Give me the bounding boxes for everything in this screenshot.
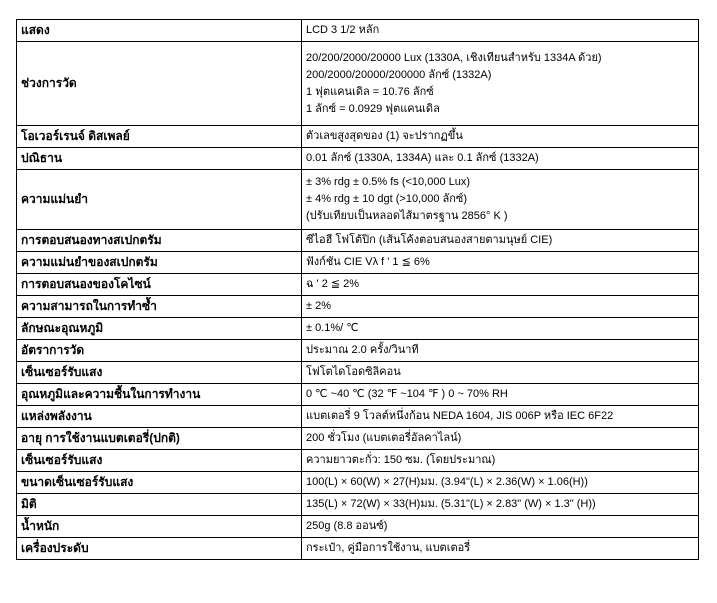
spec-value — [302, 450, 699, 472]
spec-value-line: 200/2000/20000/200000 ลักซ์ (1332A) — [306, 68, 492, 81]
spec-value-line: 0.01 ลักซ์ (1330A, 1334A) และ 0.1 ลักซ์ (1332A) — [306, 152, 539, 164]
spec-value — [302, 406, 699, 428]
spec-label: ขนาดเซ็นเซอร์รับแสง — [17, 472, 302, 494]
spec-label: ความสามารถในการทำซ้ำ — [17, 296, 302, 318]
spec-value-line: ตัวเลขสูงสุดของ (1) จะปรากฏขึ้น — [306, 130, 463, 142]
spec-label: อัตราการวัด — [17, 340, 302, 362]
spec-table-body — [17, 20, 699, 560]
spec-row — [17, 340, 699, 362]
spec-value — [302, 296, 699, 318]
spec-row — [17, 516, 699, 538]
spec-value — [302, 538, 699, 560]
spec-value — [302, 170, 699, 230]
spec-value-line: (ปรับเทียบเป็นหลอดไส้มาตรฐาน 2856° K ) — [306, 210, 508, 222]
spec-row — [17, 20, 699, 42]
spec-value — [302, 340, 699, 362]
spec-value-line: ± 2% — [306, 300, 331, 312]
spec-value-line: ประมาณ 2.0 ครั้ง/วินาที — [306, 344, 419, 356]
spec-value-line: แบตเตอรี่ 9 โวลต์หนึ่งก้อน NEDA 1604, JIS 006P หรือ IEC 6F22 — [306, 410, 614, 422]
spec-value — [302, 362, 699, 384]
spec-label: แสดง — [17, 20, 302, 42]
spec-row — [17, 274, 699, 296]
spec-value — [302, 384, 699, 406]
spec-row — [17, 538, 699, 560]
spec-value-line: 1 ฟุตแคนเดิล = 10.76 ลักซ์ — [306, 85, 434, 98]
spec-label: เซ็นเซอร์รับแสง — [17, 450, 302, 472]
spec-value-line: ฟังก์ชัน CIE Vλ f ' 1 ≦ 6% — [306, 256, 430, 268]
spec-row — [17, 384, 699, 406]
spec-label: การตอบสนองของโคไซน์ — [17, 274, 302, 296]
spec-row — [17, 472, 699, 494]
spec-value-line: 135(L) × 72(W) × 33(H)มม. (5.31"(L) × 2.83" (W) × 1.3" (H)) — [306, 498, 596, 510]
spec-table — [16, 19, 699, 560]
spec-value-line: ± 3% rdg ± 0.5% fs (<10,000 Lux) — [306, 176, 471, 188]
spec-value-line: ซีไอฮี โฟโต้ปิก (เส้นโค้งตอบสนองสายตามนุษย์ CIE) — [306, 234, 553, 246]
spec-value-line: 20/200/2000/20000 Lux (1330A, เชิงเทียนสำหรับ 1334A ด้วย) — [306, 51, 602, 64]
spec-label: น้ำหนัก — [17, 516, 302, 538]
spec-row — [17, 296, 699, 318]
spec-value — [302, 428, 699, 450]
spec-label: โอเวอร์เรนจ์ ดิสเพลย์ — [17, 126, 302, 148]
spec-label: ลักษณะอุณหภูมิ — [17, 318, 302, 340]
spec-label: ความแม่นยำ — [17, 170, 302, 230]
spec-label: ปณิธาน — [17, 148, 302, 170]
spec-value — [302, 252, 699, 274]
spec-value — [302, 274, 699, 296]
spec-label: แหล่งพลังงาน — [17, 406, 302, 428]
spec-row — [17, 428, 699, 450]
spec-value — [302, 494, 699, 516]
spec-label: เซ็นเซอร์รับแสง — [17, 362, 302, 384]
spec-value-line: กระเป๋า, คู่มือการใช้งาน, แบตเตอรี่ — [306, 542, 471, 554]
spec-row — [17, 494, 699, 516]
spec-value-line: ± 0.1%/ ℃ — [306, 322, 359, 334]
spec-label: อุณหภูมิและความชื้นในการทำงาน — [17, 384, 302, 406]
spec-value — [302, 516, 699, 538]
spec-row — [17, 362, 699, 384]
spec-value-line: ฉ ' 2 ≦ 2% — [306, 278, 360, 290]
spec-value — [302, 20, 699, 42]
spec-row — [17, 42, 699, 126]
spec-value-line: 1 ลักซ์ = 0.0929 ฟุตแคนเดิล — [306, 102, 440, 115]
spec-label: เครื่องประดับ — [17, 538, 302, 560]
spec-value-line: โฟโตไดโอดซิลิคอน — [306, 366, 401, 378]
spec-value — [302, 42, 699, 126]
spec-row — [17, 148, 699, 170]
spec-label: ช่วงการวัด — [17, 42, 302, 126]
spec-row — [17, 126, 699, 148]
spec-value-line: 0 ℃ ~40 ℃ (32 ℉ ~104 ℉ ) 0 ~ 70% RH — [306, 388, 508, 400]
spec-value-line: ความยาวตะกั่ว: 150 ซม. (โดยประมาณ) — [306, 454, 496, 466]
spec-value — [302, 318, 699, 340]
spec-row — [17, 406, 699, 428]
spec-row — [17, 252, 699, 274]
spec-label: อายุ การใช้งานแบตเตอรี่(ปกติ) — [17, 428, 302, 450]
spec-value-line: 100(L) × 60(W) × 27(H)มม. (3.94"(L) × 2.36(W) × 1.06(H)) — [306, 476, 588, 488]
spec-row — [17, 318, 699, 340]
spec-row — [17, 230, 699, 252]
spec-row — [17, 170, 699, 230]
spec-value — [302, 148, 699, 170]
spec-value — [302, 126, 699, 148]
spec-value-line: LCD 3 1/2 หลัก — [306, 24, 380, 36]
spec-value-line: ± 4% rdg ± 10 dgt (>10,000 ลักซ์) — [306, 193, 468, 205]
spec-label: มิติ — [17, 494, 302, 516]
spec-value — [302, 472, 699, 494]
spec-label: ความแม่นยำของสเปกตรัม — [17, 252, 302, 274]
spec-value-line: 250g (8.8 ออนซ์) — [306, 520, 388, 532]
spec-label: การตอบสนองทางสเปกตรัม — [17, 230, 302, 252]
spec-value — [302, 230, 699, 252]
spec-row — [17, 450, 699, 472]
spec-value-line: 200 ชั่วโมง (แบตเตอรี่อัลคาไลน์) — [306, 432, 462, 444]
